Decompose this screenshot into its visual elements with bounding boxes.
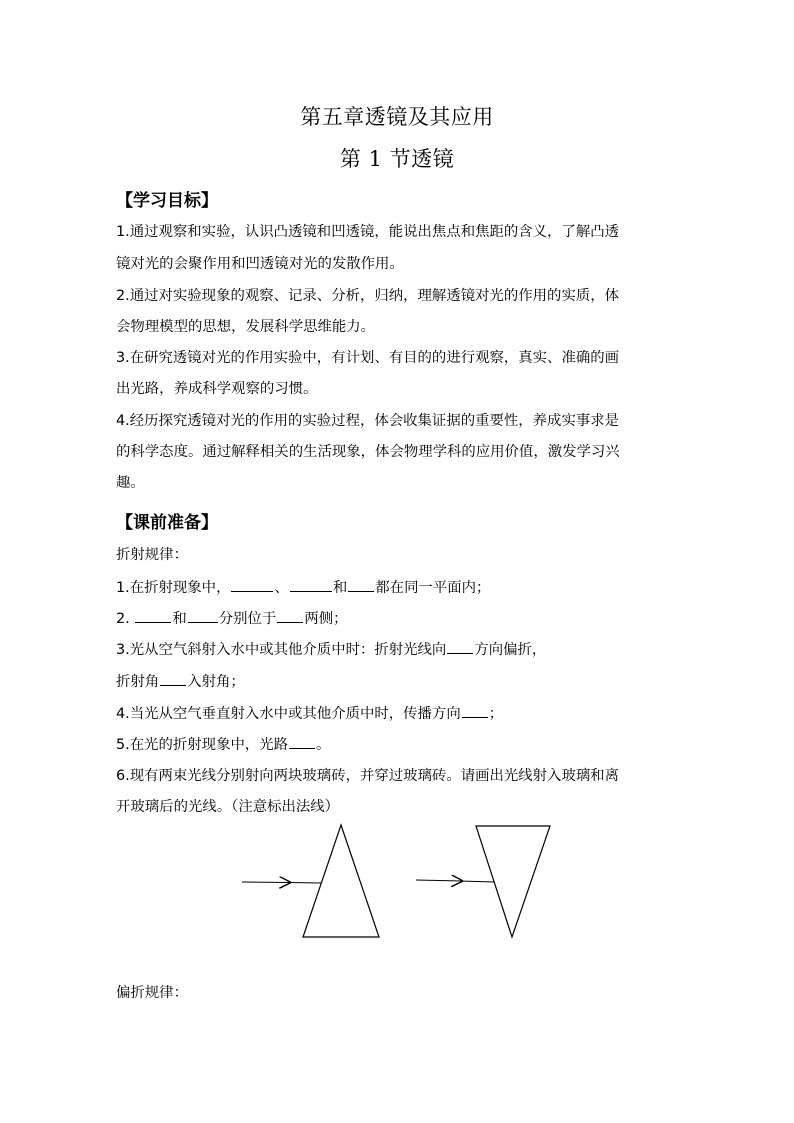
left-prism-figure — [242, 825, 379, 937]
question-2: 2. 和 分别位于 两侧； — [116, 608, 347, 629]
question-5: 5.在光的折射现象中，光路 。 — [116, 734, 330, 755]
objectives-heading: 【学习目标】 — [116, 191, 218, 211]
objective-line: 出光路，养成科学观察的习惯。 — [116, 381, 318, 397]
objective-line: 的科学态度。通过解释相关的生活现象，体会物理学科的应用价值，激发学习兴 — [116, 444, 620, 460]
objective-line: 3.在研究透镜对光的作用实验中，有计划、有目的的进行观察，真实、准确的画 — [116, 350, 620, 366]
incident-ray-arrow — [242, 882, 290, 883]
objective-line: 4.经历探究透镜对光的作用的实验过程，体会收集证据的重要性，养成实事求是 — [116, 413, 620, 429]
glass-triangle-upright — [303, 825, 379, 937]
incident-ray-arrow — [416, 880, 462, 881]
prep-heading: 【课前准备】 — [116, 513, 218, 533]
refraction-law-label: 折射规律： — [116, 547, 188, 563]
incident-ray — [288, 883, 321, 884]
incident-ray — [460, 881, 494, 882]
right-prism-figure — [416, 826, 550, 937]
objective-line: 会物理模型的思想，发展科学思维能力。 — [116, 319, 376, 335]
chapter-title: 第五章透镜及其应用 — [300, 105, 494, 129]
question-4: 4.当光从空气垂直射入水中或其他介质中时，传播方向 ； — [116, 703, 503, 724]
question-3: 3.光从空气斜射入水中或其他介质中时：折射光线向 方向偏折， — [116, 639, 546, 660]
objective-line: 2.通过对实验现象的观察、记录、分析，归纳，理解透镜对光的作用的实质，体 — [116, 288, 620, 304]
question-6: 6.现有两束光线分别射向两块玻璃砖，并穿过玻璃砖。请画出光线射入玻璃和离 — [116, 768, 620, 784]
deflection-law-label: 偏折规律： — [116, 985, 188, 1001]
question-1: 1.在折射现象中， 、 和 都在同一平面内； — [116, 577, 490, 598]
objective-line: 1.通过观察和实验，认识凸透镜和凹透镜，能说出焦点和焦距的含义，了解凸透 — [116, 224, 620, 240]
question-6-continued: 开玻璃后的光线。（注意标出法线） — [116, 799, 340, 815]
objective-line: 趣。 — [116, 475, 145, 491]
section-title: 第 1 节透镜 — [339, 147, 455, 171]
objective-line: 镜对光的会聚作用和凹透镜对光的发散作用。 — [116, 256, 404, 272]
question-3-continued: 折射角 入射角； — [116, 671, 245, 692]
